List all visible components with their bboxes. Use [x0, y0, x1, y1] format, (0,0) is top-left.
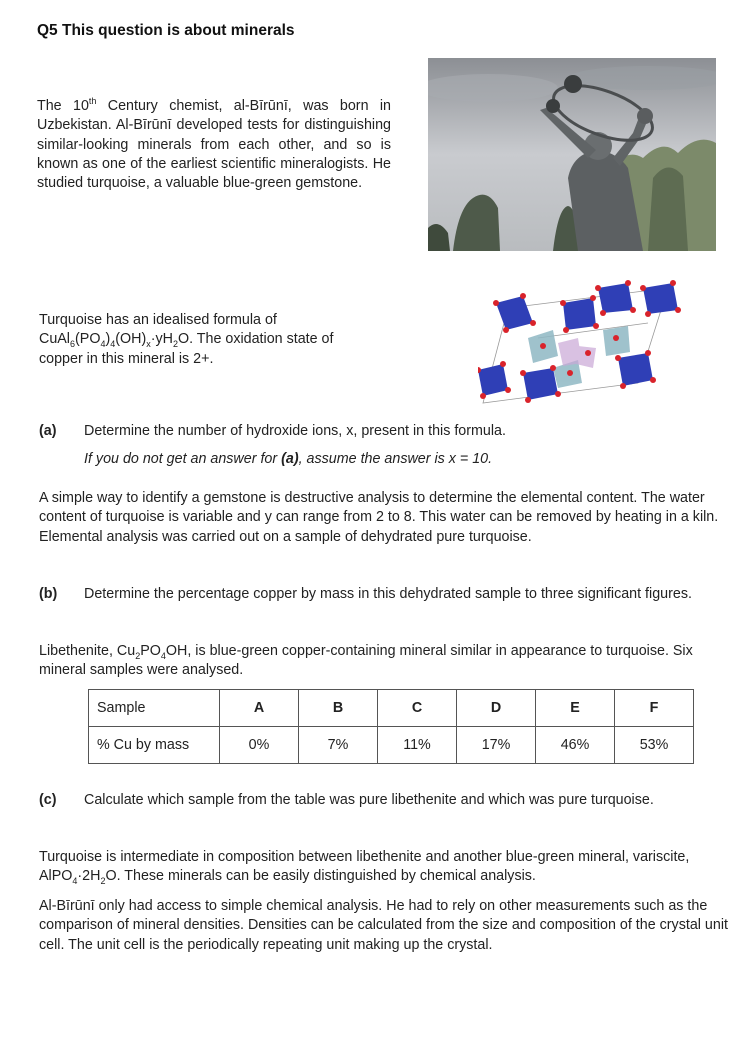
copper-percentage-table	[88, 689, 694, 764]
value-d: 17%	[457, 727, 536, 764]
turquoise-formula: $CuAl_6(PO_4)_4(OH)_x\cdot yH_2O$.	[39, 331, 194, 350]
crystal-lattice-icon	[478, 268, 698, 408]
sample-d: D	[457, 690, 536, 727]
density-paragraph: Al-Bīrūnī only had access to simple chemical analysis. He had to rely on other measurements such as the comparison of mineral densities. Densities can be calculated from the size and composition of the crystal unit cell. The unit cell is the periodically repeating unit making up the crystal.	[39, 898, 728, 953]
value-f: 53%	[615, 727, 694, 764]
table-header-row	[89, 690, 694, 727]
statue-photo	[428, 58, 716, 251]
libethenite-paragraph: Libethenite, $Cu_2PO_4OH$, is blue-green copper-containing mineral similar in appearance to turquoise. Six mineral samples were analysed.	[39, 643, 693, 679]
destructive-analysis-paragraph: A simple way to identify a gemstone is destructive analysis to determine the elemental content. The water content of turquoise is variable and y can range from 2 to 8. This water can be removed by heating in a kiln. Elemental analysis was carried out on a sample of dehydrated pure turquoise.	[39, 490, 719, 545]
sample-b: B	[299, 690, 378, 727]
value-e: 46%	[536, 727, 615, 764]
table-header-label: Sample	[89, 690, 220, 727]
question-b	[39, 585, 719, 625]
sample-e: E	[536, 690, 615, 727]
question-b-label: (b)	[39, 586, 58, 602]
question-b-text: Determine the percentage copper by mass in this dehydrated sample to three significant figures.	[84, 586, 692, 602]
intro-text: The 10	[37, 98, 89, 114]
question-c-label: (c)	[39, 792, 57, 808]
question-title: Q5 This question is about minerals	[37, 22, 295, 39]
formula-paragraph	[39, 311, 379, 369]
formula-intro-text: Turquoise has an idealised formula of	[39, 312, 277, 328]
sample-a: A	[220, 690, 299, 727]
value-b: 7%	[299, 727, 378, 764]
table-row	[89, 727, 694, 764]
statue-image-icon	[428, 58, 716, 251]
question-a-label: (a)	[39, 423, 57, 439]
value-a: 0%	[220, 727, 299, 764]
intro-text-cont: Century chemist, al-Bīrūnī, was born in Uzbekistan. Al-Bīrūnī developed tests for distinguishing similar-looking minerals from each other, and so is known as one of the earliest scientific mineralogists. He studied turquoise, a valuable blue-green gemstone.	[37, 98, 392, 192]
intro-paragraph	[37, 97, 391, 193]
question-a-text: Determine the number of hydroxide ions, x, present in this formula.	[84, 423, 506, 439]
value-c: 11%	[378, 727, 457, 764]
crystal-structure-diagram	[478, 268, 698, 408]
sample-f: F	[615, 690, 694, 727]
question-c-text: Calculate which sample from the table was pure libethenite and which was pure turquoise.	[84, 792, 654, 808]
table-row-label: % Cu by mass	[89, 727, 220, 764]
sample-c: C	[378, 690, 457, 727]
oxidation-state-text: The oxidation state of copper in this mineral is 2+.	[39, 331, 334, 367]
variscite-paragraph: Turquoise is intermediate in composition between libethenite and another blue-green mineral, variscite, $AlPO_4\cdot 2H_2O$. These minerals can be easily distinguished by chemical analysis.	[39, 849, 690, 887]
question-a	[39, 422, 719, 444]
question-c	[39, 791, 719, 831]
question-a-note: If you do not get an answer for (a), assume the answer is x = 10.	[84, 451, 493, 467]
intro-superscript: th	[88, 96, 97, 107]
